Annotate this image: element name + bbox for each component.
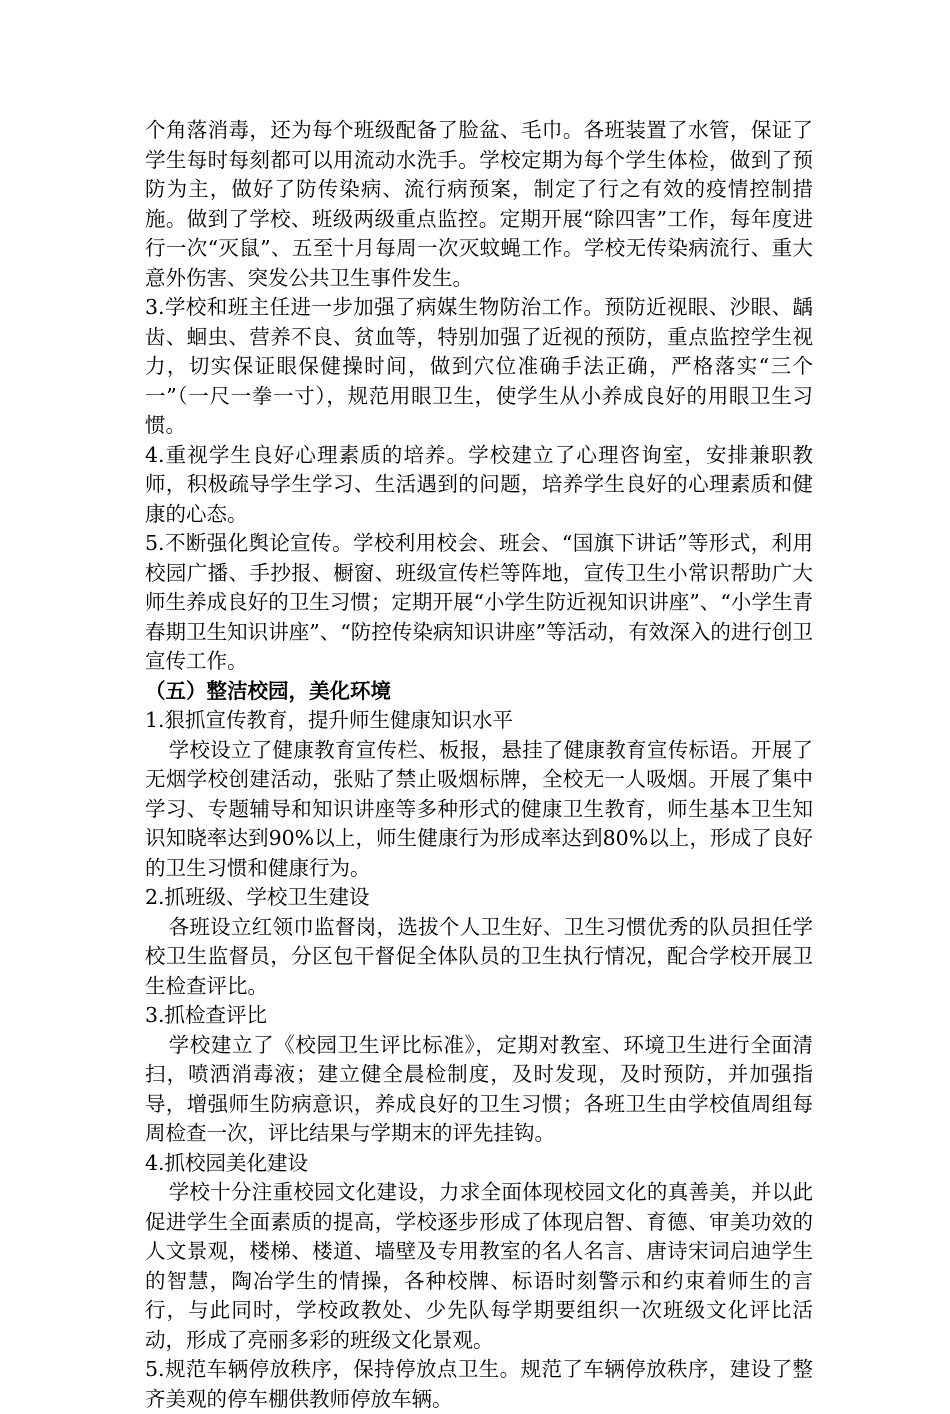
document-body	[145, 116, 813, 1414]
subheading-4-beautification: 4.抓校园美化建设	[145, 1150, 309, 1175]
subheading-1-education: 1.狠抓宣传教育，提升师生健康知识水平	[145, 708, 514, 732]
paragraph-hygiene-measures: 个角落消毒，还为每个班级配备了脸盆、毛巾。各班装置了水管，保证了学生每时每刻都可以用流动水洗手。学校定期为每个学生体检，做到了预防为主，做好了防传染病、流行病预案，制定了行之有效的疫情控制措施。做到了学校、班级两级重点监控。定期开展“除四害”工作，每年度进行一次“灭鼠”、五至十月每周一次灭蚊蝇工作。学校无传染病流行、重大意外伤害、突发公共卫生事件发生。	[145, 118, 813, 290]
section-heading-5: （五）整洁校园，美化环境	[145, 678, 391, 703]
paragraph-item-3-disease-prevention: 3.学校和班主任进一步加强了病媒生物防治工作。预防近视眼、沙眼、龋齿、蛔虫、营养不良、贫血等，特别加强了近视的预防，重点监控学生视力，切实保证眼保健操时间，做到穴位准确手法正确，严格落实“三个一”（一尺一拳一寸），规范用眼卫生，使学生从小养成良好的用眼卫生习惯。	[145, 295, 813, 437]
paragraph-beautification-detail: 学校十分注重校园文化建设，力求全面体现校园文化的真善美，并以此促进学生全面素质的提高，学校逐步形成了体现启智、育德、审美功效的人文景观，楼梯、楼道、墙壁及专用教室的名人名言、唐诗宋词启迪学生的智慧，陶冶学生的情操，各种校牌、标语时刻警示和约束着师生的言行，与此同时，学校政教处、少先队每学期要组织一次班级文化评比活动，形成了亮丽多彩的班级文化景观。	[145, 1180, 813, 1352]
paragraph-class-hygiene-detail: 各班设立红领巾监督岗，选拔个人卫生好、卫生习惯优秀的队员担任学校卫生监督员，分区包干督促全体队员的卫生执行情况，配合学校开展卫生检查评比。	[145, 914, 813, 998]
paragraph-item-4-mental-health: 4.重视学生良好心理素质的培养。学校建立了心理咨询室，安排兼职教师，积极疏导学生学习、生活遇到的问题，培养学生良好的心理素质和健康的心态。	[145, 442, 813, 526]
paragraph-item-5-publicity: 5.不断强化舆论宣传。学校利用校会、班会、“国旗下讲话”等形式，利用校园广播、手抄报、橱窗、班级宣传栏等阵地，宣传卫生小常识帮助广大师生养成良好的卫生习惯；定期开展“小学生防近视知识讲座”、“小学生青春期卫生知识讲座”、“防控传染病知识讲座”等活动，有效深入的进行创卫宣传工作。	[145, 531, 813, 673]
paragraph-item-5-vehicle-parking: 5.规范车辆停放秩序，保持停放点卫生。规范了车辆停放秩序，建设了整齐美观的停车棚供教师停放车辆。	[145, 1357, 813, 1411]
paragraph-inspection-detail: 学校建立了《校园卫生评比标准》，定期对教室、环境卫生进行全面清扫，喷洒消毒液；建立健全晨检制度，及时发现，及时预防，并加强指导，增强师生防病意识，养成良好的卫生习惯；各班卫生由学校值周组每周检查一次，评比结果与学期末的评先挂钩。	[145, 1032, 813, 1145]
subheading-3-inspection: 3.抓检查评比	[145, 1003, 268, 1027]
subheading-2-class-hygiene: 2.抓班级、学校卫生建设	[145, 885, 370, 909]
paragraph-education-detail: 学校设立了健康教育宣传栏、板报，悬挂了健康教育宣传标语。开展了无烟学校创建活动，张贴了禁止吸烟标牌，全校无一人吸烟。开展了集中学习、专题辅导和知识讲座等多种形式的健康卫生教育，师生基本卫生知识知晓率达到90%以上，师生健康行为形成率达到80%以上，形成了良好的卫生习惯和健康行为。	[145, 737, 813, 880]
